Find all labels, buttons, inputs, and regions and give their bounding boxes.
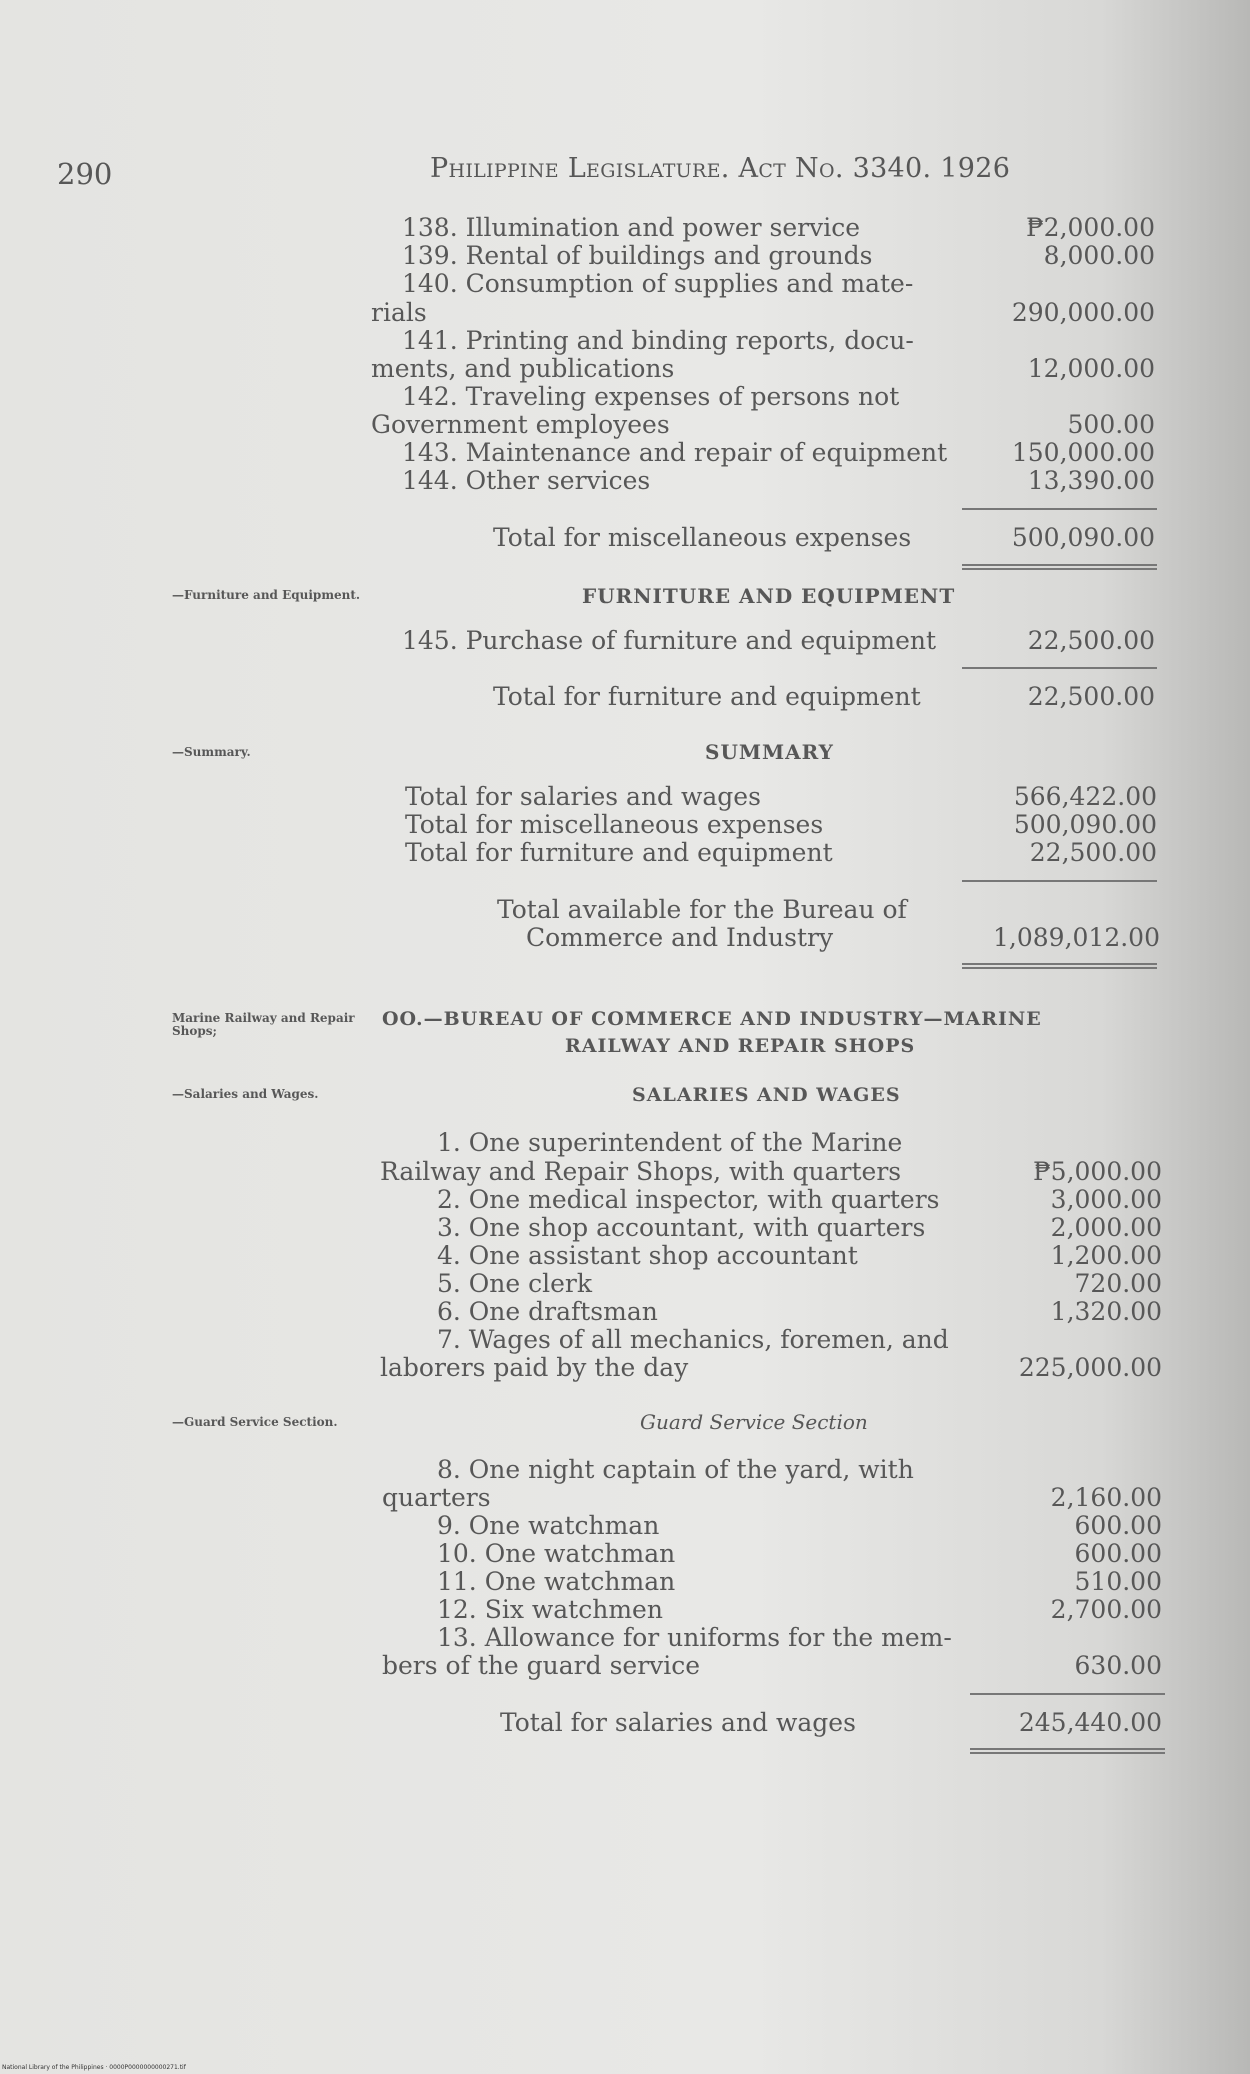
item-6-amount: 1,320.00 bbox=[1050, 1297, 1162, 1326]
total-double-rule bbox=[962, 963, 1157, 969]
summary-total-amount: 1,089,012.00 bbox=[993, 923, 1160, 952]
marine-total-amount: 245,440.00 bbox=[1018, 1708, 1162, 1737]
item-4-amount: 1,200.00 bbox=[1050, 1241, 1162, 1270]
item-138-label: 138. Illumination and power service bbox=[402, 213, 861, 242]
furniture-total-amount: 22,500.00 bbox=[1027, 682, 1155, 711]
item-7-amount: 225,000.00 bbox=[1018, 1353, 1162, 1382]
item-13-label-cont: bers of the guard service bbox=[382, 1651, 701, 1680]
item-1-amount: ₱5,000.00 bbox=[1033, 1157, 1162, 1186]
misc-total-amount: 500,090.00 bbox=[1011, 523, 1155, 552]
summary-row-misc-amount: 500,090.00 bbox=[1013, 810, 1157, 839]
item-6-label: 6. One draftsman bbox=[437, 1297, 658, 1326]
item-1-label-cont: Railway and Repair Shops, with quarters bbox=[380, 1157, 902, 1186]
marine-heading: OO.—BUREAU OF COMMERCE AND INDUSTRY—MARINE bbox=[382, 1008, 1042, 1030]
furniture-heading: FURNITURE AND EQUIPMENT bbox=[582, 584, 956, 608]
item-4-label: 4. One assistant shop accountant bbox=[437, 1241, 858, 1270]
summary-row-furniture: Total for furniture and equipment bbox=[405, 838, 833, 867]
item-2-amount: 3,000.00 bbox=[1050, 1185, 1162, 1214]
item-8-label: 8. One night captain of the yard, with bbox=[437, 1455, 914, 1484]
item-8-amount: 2,160.00 bbox=[1050, 1483, 1162, 1512]
item-142-amount: 500.00 bbox=[1067, 410, 1155, 439]
marine-heading-cont: RAILWAY AND REPAIR SHOPS bbox=[565, 1035, 916, 1057]
summary-row-salaries: Total for salaries and wages bbox=[405, 782, 761, 811]
item-12-label: 12. Six watchmen bbox=[437, 1595, 663, 1624]
item-142-label-cont: Government employees bbox=[371, 410, 670, 439]
item-10-amount: 600.00 bbox=[1074, 1539, 1162, 1568]
item-7-label: 7. Wages of all mechanics, foremen, and bbox=[437, 1325, 949, 1354]
summary-total-label-cont: Commerce and Industry bbox=[526, 923, 834, 952]
subtotal-rule bbox=[962, 880, 1157, 882]
total-double-rule bbox=[970, 1748, 1165, 1754]
summary-row-furniture-amount: 22,500.00 bbox=[1029, 838, 1157, 867]
item-143-amount: 150,000.00 bbox=[1011, 438, 1155, 467]
item-144-amount: 13,390.00 bbox=[1027, 466, 1155, 495]
running-title: Philippine Legislature. Act No. 3340. 1926 bbox=[430, 153, 1011, 184]
salaries-heading: SALARIES AND WAGES bbox=[632, 1084, 901, 1106]
item-140-amount: 290,000.00 bbox=[1011, 298, 1155, 327]
item-9-label: 9. One watchman bbox=[437, 1511, 660, 1540]
subtotal-rule bbox=[970, 1693, 1165, 1695]
scan-footer: National Library of the Philippines · 0000P0000000000271.tif bbox=[2, 2064, 186, 2071]
item-2-label: 2. One medical inspector, with quarters bbox=[437, 1185, 940, 1214]
item-12-amount: 2,700.00 bbox=[1050, 1595, 1162, 1624]
subtotal-rule bbox=[962, 508, 1157, 510]
item-8-label-cont: quarters bbox=[382, 1483, 491, 1512]
item-1-label: 1. One superintendent of the Marine bbox=[437, 1128, 903, 1157]
item-11-label: 11. One watchman bbox=[437, 1567, 676, 1596]
item-138-amount: ₱2,000.00 bbox=[1026, 213, 1155, 242]
item-139-label: 139. Rental of buildings and grounds bbox=[402, 241, 873, 270]
item-5-amount: 720.00 bbox=[1074, 1269, 1162, 1298]
item-141-label: 141. Printing and binding reports, docu- bbox=[402, 326, 914, 355]
item-139-amount: 8,000.00 bbox=[1043, 241, 1155, 270]
furniture-total-label: Total for furniture and equipment bbox=[493, 682, 921, 711]
item-13-label: 13. Allowance for uniforms for the mem- bbox=[437, 1623, 952, 1652]
total-double-rule bbox=[962, 564, 1157, 570]
item-3-label: 3. One shop accountant, with quarters bbox=[437, 1213, 926, 1242]
side-note-salaries: —Salaries and Wages. bbox=[172, 1087, 319, 1101]
page-number: 290 bbox=[57, 157, 113, 191]
summary-heading: SUMMARY bbox=[705, 740, 834, 764]
side-note-furniture: —Furniture and Equipment. bbox=[172, 588, 361, 602]
item-5-label: 5. One clerk bbox=[437, 1269, 593, 1298]
side-note-summary: —Summary. bbox=[172, 745, 251, 759]
item-141-label-cont: ments, and publications bbox=[371, 354, 675, 383]
item-144-label: 144. Other services bbox=[402, 466, 651, 495]
item-3-amount: 2,000.00 bbox=[1050, 1213, 1162, 1242]
item-142-label: 142. Traveling expenses of persons not bbox=[402, 382, 900, 411]
subtotal-rule bbox=[962, 667, 1157, 669]
guard-heading: Guard Service Section bbox=[640, 1410, 868, 1434]
item-145-amount: 22,500.00 bbox=[1027, 626, 1155, 655]
item-11-amount: 510.00 bbox=[1074, 1567, 1162, 1596]
summary-row-salaries-amount: 566,422.00 bbox=[1013, 782, 1157, 811]
summary-total-label: Total available for the Bureau of bbox=[497, 895, 907, 924]
misc-total-label: Total for miscellaneous expenses bbox=[493, 523, 912, 552]
item-9-amount: 600.00 bbox=[1074, 1511, 1162, 1540]
side-note-marine: Marine Railway and Repair Shops; bbox=[172, 1011, 355, 1038]
side-note-guard: —Guard Service Section. bbox=[172, 1415, 338, 1429]
item-141-amount: 12,000.00 bbox=[1027, 354, 1155, 383]
item-13-amount: 630.00 bbox=[1074, 1651, 1162, 1680]
item-10-label: 10. One watchman bbox=[437, 1539, 676, 1568]
item-143-label: 143. Maintenance and repair of equipment bbox=[402, 438, 948, 467]
item-145-label: 145. Purchase of furniture and equipment bbox=[402, 626, 937, 655]
summary-row-misc: Total for miscellaneous expenses bbox=[405, 810, 824, 839]
item-7-label-cont: laborers paid by the day bbox=[380, 1353, 689, 1382]
marine-total-label: Total for salaries and wages bbox=[500, 1708, 856, 1737]
item-140-label: 140. Consumption of supplies and mate- bbox=[402, 269, 914, 298]
item-140-label-cont: rials bbox=[371, 298, 427, 327]
